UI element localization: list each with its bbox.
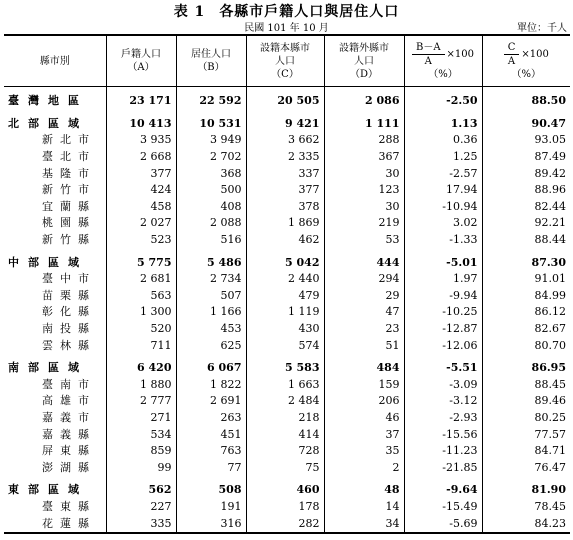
value-cell-d: 53 xyxy=(324,232,404,249)
value-cell-e: -15.49 xyxy=(404,499,482,516)
value-cell-b: 1 166 xyxy=(176,304,246,321)
table-row xyxy=(4,288,570,305)
value-cell-b: 500 xyxy=(176,182,246,199)
county-name-cell: 臺北市 xyxy=(42,150,96,164)
region-name-cell: 南部區域 xyxy=(8,361,88,375)
value-cell-a: 424 xyxy=(106,182,176,199)
value-cell-b: 763 xyxy=(176,443,246,460)
county-name-cell: 南投縣 xyxy=(42,322,96,336)
value-cell-f: 84.23 xyxy=(482,515,570,533)
county-name-cell: 彰化縣 xyxy=(42,305,96,319)
table-row xyxy=(4,459,570,476)
value-cell-d: 2 086 xyxy=(324,87,404,110)
header-household-pop: 戶籍人口 （A） xyxy=(106,35,176,87)
value-cell-b: 2 088 xyxy=(176,215,246,232)
value-cell-f: 93.05 xyxy=(482,132,570,149)
county-name-cell: 雲林縣 xyxy=(42,338,96,352)
county-name-cell: 新竹市 xyxy=(42,183,96,197)
value-cell-f: 82.67 xyxy=(482,321,570,338)
value-cell-c: 178 xyxy=(246,499,324,516)
value-cell-d: 294 xyxy=(324,271,404,288)
value-cell-d: 444 xyxy=(324,248,404,271)
value-cell-c: 75 xyxy=(246,459,324,476)
value-cell-a: 563 xyxy=(106,288,176,305)
value-cell-a: 859 xyxy=(106,443,176,460)
value-cell-a: 227 xyxy=(106,499,176,516)
table-row xyxy=(4,182,570,199)
table-body xyxy=(4,87,570,533)
value-cell-a: 458 xyxy=(106,199,176,216)
value-cell-c: 20 505 xyxy=(246,87,324,110)
region-name-cell: 北部區域 xyxy=(8,116,88,130)
value-cell-a: 1 880 xyxy=(106,377,176,394)
value-cell-f: 80.25 xyxy=(482,410,570,427)
value-cell-c: 1 663 xyxy=(246,377,324,394)
value-cell-c: 282 xyxy=(246,515,324,533)
value-cell-a: 2 668 xyxy=(106,149,176,166)
value-cell-e: 1.25 xyxy=(404,149,482,166)
value-cell-b: 1 822 xyxy=(176,377,246,394)
value-cell-b: 408 xyxy=(176,199,246,216)
value-cell-b: 2 702 xyxy=(176,149,246,166)
value-cell-a: 6 420 xyxy=(106,354,176,377)
table-row xyxy=(4,354,570,377)
value-cell-d: 48 xyxy=(324,476,404,499)
value-cell-f: 84.71 xyxy=(482,443,570,460)
value-cell-f: 92.21 xyxy=(482,215,570,232)
value-cell-f: 86.95 xyxy=(482,354,570,377)
table-row xyxy=(4,515,570,533)
value-cell-b: 368 xyxy=(176,165,246,182)
table-row xyxy=(4,377,570,394)
table-row xyxy=(4,337,570,354)
value-cell-a: 1 300 xyxy=(106,304,176,321)
value-cell-d: 35 xyxy=(324,443,404,460)
value-cell-c: 377 xyxy=(246,182,324,199)
value-cell-d: 484 xyxy=(324,354,404,377)
header-diff-ratio: $\frac{B-A}{A}$ ×100 （%） xyxy=(404,35,482,87)
table-row xyxy=(4,499,570,516)
value-cell-c: 414 xyxy=(246,426,324,443)
value-cell-d: 46 xyxy=(324,410,404,427)
value-cell-e: -12.87 xyxy=(404,321,482,338)
value-cell-d: 30 xyxy=(324,199,404,216)
value-cell-b: 2 734 xyxy=(176,271,246,288)
value-cell-a: 2 027 xyxy=(106,215,176,232)
value-cell-f: 78.45 xyxy=(482,499,570,516)
county-name-cell: 澎湖縣 xyxy=(42,460,96,474)
value-cell-d: 123 xyxy=(324,182,404,199)
value-cell-a: 10 413 xyxy=(106,110,176,133)
value-cell-c: 2 484 xyxy=(246,393,324,410)
value-cell-f: 88.96 xyxy=(482,182,570,199)
value-cell-d: 2 xyxy=(324,459,404,476)
value-cell-d: 29 xyxy=(324,288,404,305)
value-cell-d: 288 xyxy=(324,132,404,149)
value-cell-f: 86.12 xyxy=(482,304,570,321)
value-cell-f: 81.90 xyxy=(482,476,570,499)
value-cell-a: 711 xyxy=(106,337,176,354)
table-row xyxy=(4,87,570,110)
value-cell-b: 3 949 xyxy=(176,132,246,149)
table-row xyxy=(4,248,570,271)
table-row xyxy=(4,426,570,443)
unit-label: 單位：千人 xyxy=(517,23,567,34)
local-ratio-fraction: $\frac{C}{A}$ xyxy=(504,41,520,68)
county-name-cell: 高雄市 xyxy=(42,394,96,408)
county-name-cell: 宜蘭縣 xyxy=(42,199,96,213)
table-row xyxy=(4,304,570,321)
value-cell-c: 9 421 xyxy=(246,110,324,133)
value-cell-f: 87.49 xyxy=(482,149,570,166)
value-cell-e: 1.97 xyxy=(404,271,482,288)
value-cell-e: -9.94 xyxy=(404,288,482,305)
value-cell-e: -3.12 xyxy=(404,393,482,410)
value-cell-d: 47 xyxy=(324,304,404,321)
value-cell-e: -3.09 xyxy=(404,377,482,394)
header-resident-pop: 居住人口 （B） xyxy=(176,35,246,87)
value-cell-b: 2 691 xyxy=(176,393,246,410)
value-cell-e: 17.94 xyxy=(404,182,482,199)
value-cell-b: 77 xyxy=(176,459,246,476)
value-cell-f: 89.42 xyxy=(482,165,570,182)
value-cell-b: 516 xyxy=(176,232,246,249)
value-cell-a: 377 xyxy=(106,165,176,182)
header-region: 縣市別 xyxy=(4,35,106,87)
table-row xyxy=(4,165,570,182)
county-name-cell: 新竹縣 xyxy=(42,233,96,247)
value-cell-e: 0.36 xyxy=(404,132,482,149)
value-cell-b: 22 592 xyxy=(176,87,246,110)
value-cell-a: 99 xyxy=(106,459,176,476)
header-outside-registered: 設籍外縣市 人口 （D） xyxy=(324,35,404,87)
value-cell-f: 88.45 xyxy=(482,377,570,394)
value-cell-f: 84.99 xyxy=(482,288,570,305)
value-cell-a: 5 775 xyxy=(106,248,176,271)
value-cell-e: -10.25 xyxy=(404,304,482,321)
value-cell-f: 80.70 xyxy=(482,337,570,354)
value-cell-b: 263 xyxy=(176,410,246,427)
value-cell-b: 10 531 xyxy=(176,110,246,133)
header-row xyxy=(4,35,570,87)
county-name-cell: 苗栗縣 xyxy=(42,288,96,302)
value-cell-d: 219 xyxy=(324,215,404,232)
value-cell-f: 76.47 xyxy=(482,459,570,476)
county-name-cell: 花蓮縣 xyxy=(4,515,106,533)
value-cell-e: -5.69 xyxy=(404,515,482,533)
value-cell-f: 77.57 xyxy=(482,426,570,443)
value-cell-f: 88.44 xyxy=(482,232,570,249)
table-row xyxy=(4,132,570,149)
value-cell-d: 159 xyxy=(324,377,404,394)
table-row xyxy=(4,410,570,427)
value-cell-c: 218 xyxy=(246,410,324,427)
value-cell-c: 430 xyxy=(246,321,324,338)
value-cell-f: 91.01 xyxy=(482,271,570,288)
value-cell-c: 728 xyxy=(246,443,324,460)
value-cell-b: 451 xyxy=(176,426,246,443)
value-cell-c: 2 335 xyxy=(246,149,324,166)
value-cell-e: -5.51 xyxy=(404,354,482,377)
table-row xyxy=(4,443,570,460)
value-cell-c: 378 xyxy=(246,199,324,216)
value-cell-a: 23 171 xyxy=(106,87,176,110)
table-row xyxy=(4,321,570,338)
value-cell-c: 2 440 xyxy=(246,271,324,288)
value-cell-d: 30 xyxy=(324,165,404,182)
county-name-cell: 基隆市 xyxy=(42,166,96,180)
value-cell-d: 206 xyxy=(324,393,404,410)
county-name-cell: 嘉義市 xyxy=(42,410,96,424)
value-cell-e: -15.56 xyxy=(404,426,482,443)
value-cell-e: -1.33 xyxy=(404,232,482,249)
county-name-cell: 屏東縣 xyxy=(42,444,96,458)
value-cell-b: 5 486 xyxy=(176,248,246,271)
value-cell-b: 625 xyxy=(176,337,246,354)
value-cell-a: 2 681 xyxy=(106,271,176,288)
region-name-cell: 臺灣地區 xyxy=(8,94,88,108)
value-cell-c: 3 662 xyxy=(246,132,324,149)
value-cell-e: -10.94 xyxy=(404,199,482,216)
table-title-text: 各縣市戶籍人口與居住人口 xyxy=(219,4,400,20)
value-cell-e: 3.02 xyxy=(404,215,482,232)
table-subtitle: 民國 101 年 10 月 xyxy=(244,23,329,34)
table-row xyxy=(4,110,570,133)
table-row xyxy=(4,476,570,499)
value-cell-a: 271 xyxy=(106,410,176,427)
table-row xyxy=(4,393,570,410)
value-cell-c: 479 xyxy=(246,288,324,305)
value-cell-f: 89.46 xyxy=(482,393,570,410)
table-title xyxy=(0,1,573,21)
value-cell-e: -2.50 xyxy=(404,87,482,110)
table-row xyxy=(4,215,570,232)
value-cell-d: 51 xyxy=(324,337,404,354)
value-cell-e: -2.93 xyxy=(404,410,482,427)
value-cell-a: 523 xyxy=(106,232,176,249)
table-row xyxy=(4,199,570,216)
value-cell-d: 1 111 xyxy=(324,110,404,133)
population-table xyxy=(4,34,570,534)
header-local-ratio: $\frac{C}{A}$ ×100 （%） xyxy=(482,35,570,87)
header-local-registered: 設籍本縣市 人口 （C） xyxy=(246,35,324,87)
value-cell-e: 1.13 xyxy=(404,110,482,133)
value-cell-b: 453 xyxy=(176,321,246,338)
value-cell-c: 5 042 xyxy=(246,248,324,271)
value-cell-d: 23 xyxy=(324,321,404,338)
value-cell-c: 1 119 xyxy=(246,304,324,321)
value-cell-d: 14 xyxy=(324,499,404,516)
value-cell-f: 88.50 xyxy=(482,87,570,110)
value-cell-c: 460 xyxy=(246,476,324,499)
value-cell-a: 520 xyxy=(106,321,176,338)
county-name-cell: 桃園縣 xyxy=(42,216,96,230)
value-cell-a: 562 xyxy=(106,476,176,499)
value-cell-e: -9.64 xyxy=(404,476,482,499)
value-cell-c: 1 869 xyxy=(246,215,324,232)
county-name-cell: 臺中市 xyxy=(42,272,96,286)
county-name-cell: 嘉義縣 xyxy=(42,427,96,441)
table-row xyxy=(4,149,570,166)
value-cell-e: -21.85 xyxy=(404,459,482,476)
value-cell-d: 34 xyxy=(324,515,404,533)
value-cell-a: 3 935 xyxy=(106,132,176,149)
value-cell-b: 6 067 xyxy=(176,354,246,377)
value-cell-e: -5.01 xyxy=(404,248,482,271)
diff-ratio-fraction: $\frac{B-A}{A}$ xyxy=(412,41,445,68)
value-cell-a: 2 777 xyxy=(106,393,176,410)
value-cell-e: -12.06 xyxy=(404,337,482,354)
value-cell-d: 367 xyxy=(324,149,404,166)
table-row xyxy=(4,271,570,288)
region-name-cell: 中部區域 xyxy=(8,255,88,269)
value-cell-b: 508 xyxy=(176,476,246,499)
value-cell-e: -2.57 xyxy=(404,165,482,182)
value-cell-b: 507 xyxy=(176,288,246,305)
value-cell-b: 191 xyxy=(176,499,246,516)
value-cell-a: 335 xyxy=(106,515,176,533)
county-name-cell: 新北市 xyxy=(42,133,96,147)
value-cell-a: 534 xyxy=(106,426,176,443)
value-cell-c: 337 xyxy=(246,165,324,182)
value-cell-f: 82.44 xyxy=(482,199,570,216)
value-cell-b: 316 xyxy=(176,515,246,533)
value-cell-d: 37 xyxy=(324,426,404,443)
value-cell-c: 574 xyxy=(246,337,324,354)
region-name-cell: 東部區域 xyxy=(8,483,88,497)
county-name-cell: 臺東縣 xyxy=(42,499,96,513)
value-cell-c: 462 xyxy=(246,232,324,249)
table-row xyxy=(4,232,570,249)
value-cell-f: 90.47 xyxy=(482,110,570,133)
value-cell-e: -11.23 xyxy=(404,443,482,460)
value-cell-f: 87.30 xyxy=(482,248,570,271)
value-cell-c: 5 583 xyxy=(246,354,324,377)
table-number: 表 1 xyxy=(173,4,206,20)
county-name-cell: 臺南市 xyxy=(42,377,96,391)
